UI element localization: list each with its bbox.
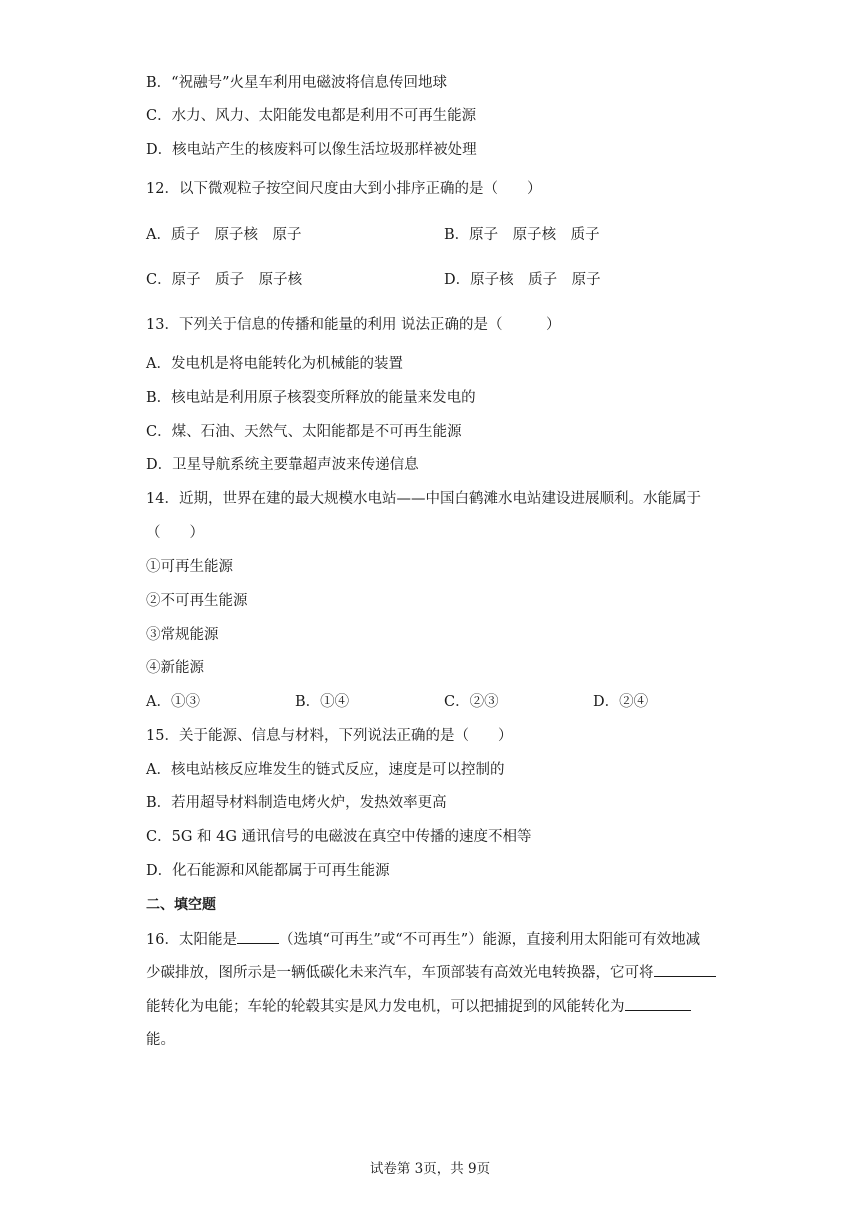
q16-blank-1[interactable] <box>237 929 279 944</box>
q16-text-1b: （选填“可再生”或“不可再生”）能源，直接利用太阳能可有效地减 <box>278 932 701 948</box>
q12-option-a: A．质子 原子核 原子 <box>146 227 302 243</box>
q16-line-3 <box>146 996 691 1017</box>
q13-stem: 13．下列关于信息的传播和能量的利用 说法正确的是（ ） <box>146 317 561 333</box>
q13-option-a: A．发电机是将电能转化为机械能的装置 <box>146 356 403 372</box>
q14-item-3: ③常规能源 <box>146 627 219 643</box>
q13-option-d: D．卫星导航系统主要靠超声波来传递信息 <box>146 457 419 473</box>
q14-option-c: C．②③ <box>444 694 499 710</box>
q14-stem-line1: 14．近期，世界在建的最大规模水电站——中国白鹤滩水电站建设进展顺利。水能属于 <box>146 491 701 507</box>
q16-text-2a: 少碳排放，图所示是一辆低碳化未来汽车，车顶部装有高效光电转换器，它可将 <box>146 965 654 981</box>
page-footer: 试卷第 3页，共 9页 <box>369 1161 491 1177</box>
q14-option-d: D．②④ <box>593 694 649 710</box>
q11-option-b: B．“祝融号”火星车利用电磁波将信息传回地球 <box>146 75 447 91</box>
q13-option-c: C．煤、石油、天然气、太阳能都是不可再生能源 <box>146 424 462 440</box>
q12-option-b: B．原子 原子核 质子 <box>444 227 600 243</box>
q15-option-d: D．化石能源和风能都属于可再生能源 <box>146 863 390 879</box>
q13-option-b: B．核电站是利用原子核裂变所释放的能量来发电的 <box>146 390 476 406</box>
q12-stem: 12．以下微观粒子按空间尺度由大到小排序正确的是（ ） <box>146 181 542 197</box>
q11-option-c: C．水力、风力、太阳能发电都是利用不可再生能源 <box>146 108 477 124</box>
q14-option-a: A．①③ <box>146 694 200 710</box>
q14-item-4: ④新能源 <box>146 660 204 676</box>
q12-option-c: C．原子 质子 原子核 <box>146 272 303 288</box>
q14-stem-line2: （ ） <box>146 525 204 541</box>
q16-text-1a: 16．太阳能是 <box>146 932 237 948</box>
q15-option-c: C．5G 和 4G 通讯信号的电磁波在真空中传播的速度不相等 <box>146 829 532 845</box>
q11-option-d: D．核电站产生的核废料可以像生活垃圾那样被处理 <box>146 142 477 158</box>
q16-text-3a: 能转化为电能；车轮的轮毂其实是风力发电机，可以把捕捉到的风能转化为 <box>146 999 625 1015</box>
q16-blank-2[interactable] <box>654 962 716 977</box>
q15-option-b: B．若用超导材料制造电烤火炉，发热效率更高 <box>146 795 447 811</box>
q15-option-a: A．核电站核反应堆发生的链式反应，速度是可以控制的 <box>146 762 505 778</box>
q12-option-d: D．原子核 质子 原子 <box>444 272 601 288</box>
q15-stem: 15．关于能源、信息与材料，下列说法正确的是（ ） <box>146 728 513 744</box>
q16-line-4: 能。 <box>146 1032 175 1048</box>
q14-item-1: ①可再生能源 <box>146 559 233 575</box>
q16-line-2 <box>146 962 716 983</box>
section-heading-fill-in: 二、填空题 <box>146 897 216 913</box>
q16-blank-3[interactable] <box>625 996 691 1011</box>
q16-line-1 <box>146 929 700 950</box>
q14-item-2: ②不可再生能源 <box>146 593 248 609</box>
q14-option-b: B．①④ <box>295 694 350 710</box>
